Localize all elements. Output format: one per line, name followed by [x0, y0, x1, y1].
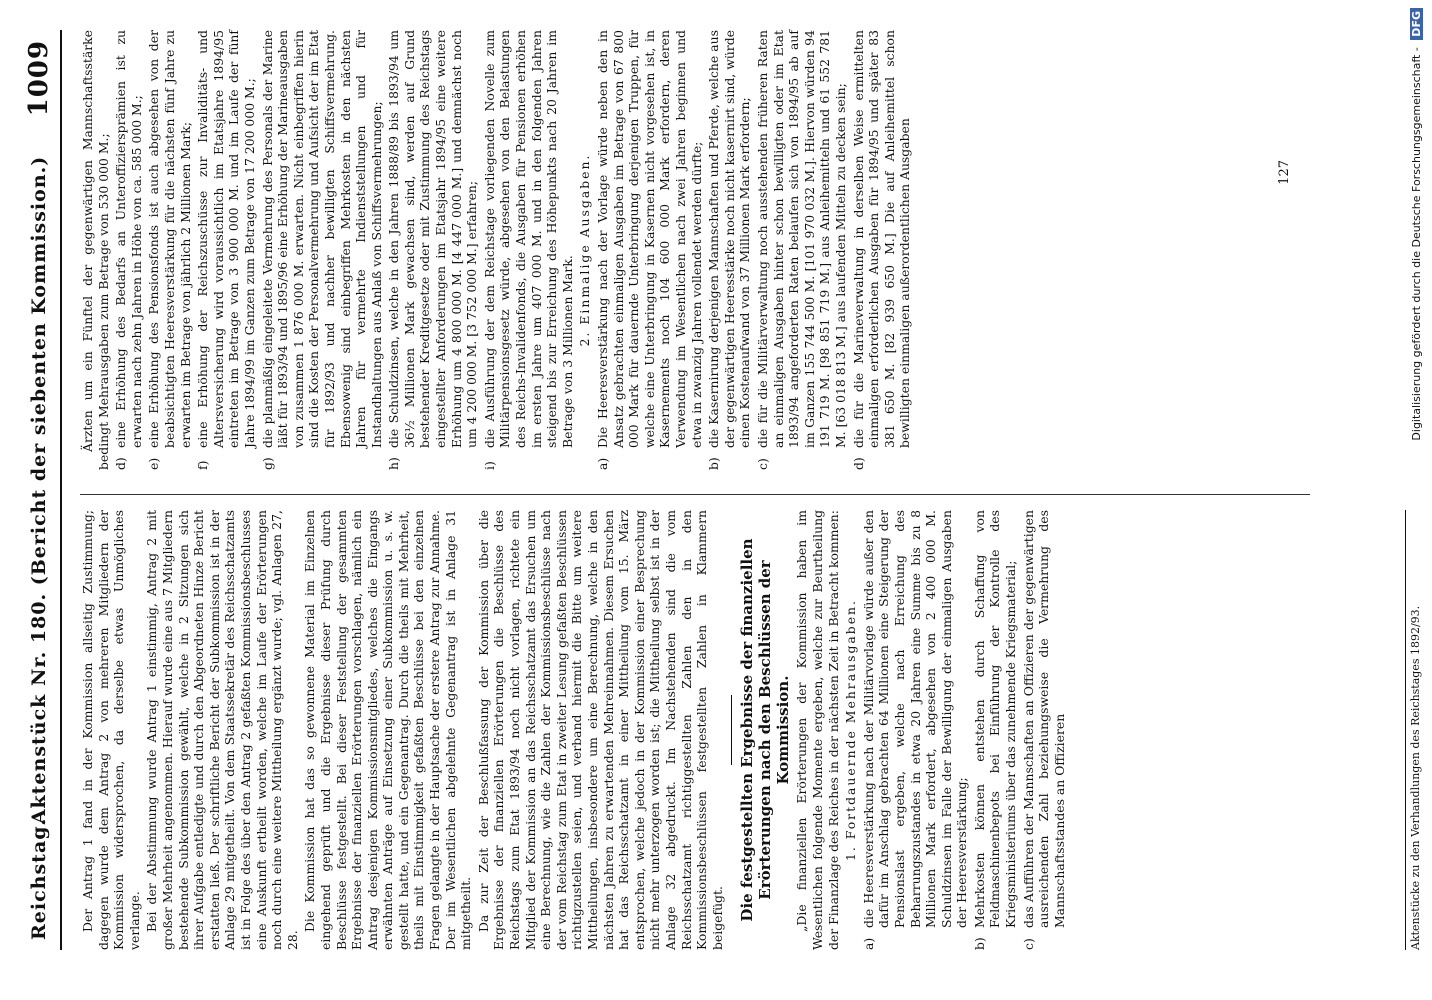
- item-label: d): [850, 457, 866, 470]
- header-center: [28, 30, 50, 950]
- item-text: Die Heeresverstärkung nach der Vorlage würde neben den in Ansatz gebrachten einmaligen Ausgaben im Betrage von 67 800 000 Mark für dauernde Unterbringung derjenigen Truppen, für welche eine Unterbringung in Kasernen nicht vorgesehen ist, in Kasernements noch 104 600 000 Mark erfordern, deren Verwendung im Wesentlichen nach zwei Jahren beginnen und etwa in zwanzig Jahren vollendet werden dürfte;: [595, 30, 704, 448]
- item-label: f): [195, 460, 211, 470]
- left-column: [80, 510, 1069, 950]
- list-item: [1021, 510, 1068, 950]
- header-center-suffix: (Bericht der siebenten Kommission.): [28, 155, 50, 586]
- list-item: [195, 30, 257, 470]
- header-left: Reichstag.: [28, 817, 50, 940]
- page-header: [20, 30, 62, 950]
- paragraph: Da zur Zeit der Beschlußfassung der Kommission über die Ergebnisse der finanziellen Erörterungen die Beschlüsse des Reichstags zum Etat 1893/94 noch nicht vorlagen, richtete ein Mitglied der Kommission an das Reichsschatzamt das Ersuchen um eine Berechnung, wie die Zahlen der Kommissionsbeschlüsse nach der vom Reichstag zum Etat in zweiter Lesung gefaßten Beschlüssen richtigzustellen seien, und verband hiermit die Bitte um weitere Mittheilungen, insbesondere um eine Berechnung, welche in den nächsten Jahren zu erwartenden Mehreinnahmen. Diesem Ersuchen hat das Reichsschatzamt in einer Mittheilung vom 15. März entsprochen, welche jedoch in der Kommission einer Besprechung nicht mehr unterzogen worden ist; die Mittheilung selbst ist in der Anlage 32 abgedruckt. Im Nachstehenden sind die vom Reichsschatzamt richtiggestellten Zahlen den in den Kommissionsbeschlüssen festgestellten Zahlen in Klammern beigefügt.: [475, 510, 725, 950]
- list-item: [146, 30, 193, 470]
- list-item: [851, 30, 913, 470]
- item-label: b): [706, 457, 722, 470]
- item-text: eine Erhöhung des Bedarfs an Unteroffiziersprämien ist zu erwarten nach zehn Jahren in Höhe von ca. 585 000 M.;: [113, 30, 144, 448]
- list-item: [972, 510, 1019, 950]
- item-label: d): [113, 457, 129, 470]
- item-text: die planmäßig eingeleitete Vermehrung des Personals der Marine läßt für 1893/94 und 1895/96 eine Erhöhung der Marineausgaben von zusammen 1 876 000 M. erwarten. Nicht einbegriffen hierin sind die Kosten der Personalvermehrung und Aufsicht der im Etat für 1892/93 und nachher bewilligten Schiffsvermehrung. Ebensowenig sind einbegriffen Mehrkosten in den nächsten Jahren für vermehrte Indienststellungen und für Instandhaltungen aus Anlaß von Schiffsvermehrungen;: [259, 30, 384, 448]
- list-item: [482, 30, 576, 470]
- section-intro: „Die finanziellen Erörterungen der Kommission haben im Wesentlichen folgende Momente ergeben, welche zur Beurtheilung der Finanzlage des Reiches in der nächsten Zeit in Betracht kommen:: [794, 510, 841, 950]
- item-label: c): [754, 458, 770, 470]
- dfg-logo: DFG: [1410, 8, 1423, 40]
- item-label: e): [146, 457, 162, 470]
- header-center-title: Aktenstück Nr. 180.: [28, 592, 50, 825]
- column-rule: [80, 494, 1310, 495]
- page-number: 1009: [24, 40, 54, 117]
- right-column: [80, 30, 915, 470]
- dfg-watermark: [1410, 0, 1423, 1000]
- subsection-title: 2. Einmalige Ausgaben.: [577, 153, 593, 347]
- list-item: [861, 510, 970, 950]
- item-text: die Heeresverstärkung nach der Militärvorlage würde außer den dafür im Anschlag gebrachten 64 Millionen eine Steigerung der Pensionslast ergeben, welche nach Erreichung des Beharrungszustandes in etwa 20 Jahren eine Summe bis zu 8 Millionen Mark erfordert, abgesehen von 2 400 000 M. Schuldzinsen im Falle der Bewilligung der einmaligen Ausgaben der Heeresverstärkung;: [860, 510, 970, 928]
- item-text: die Schuldzinsen, welche in den Jahren 1888/89 bis 1893/94 um 36½ Millionen Mark gewachsen sind, werden auf Grund bestehender Kreditgesetze oder mit Zustimmung des Reichstags eingestellter Anforderungen im Etatsjahr 1894/95 eine weitere Erhöhung um 4 800 000 M. [4 447 000 M.] und demnächst noch um 4 200 000 M. [3 752 000 M.] erfahren;: [386, 30, 480, 448]
- item-label: c): [1020, 938, 1036, 950]
- subsection-title: 1. Fortdauernde Mehrausgaben.: [843, 599, 859, 861]
- item-label: b): [971, 937, 987, 950]
- item-text: eine Erhöhung der Reichszuschüsse zur Invaliditäts- und Altersversicherung wird voraussichtlich im Etatsjahre 1894/95 eintreten im Betrage von 3 900 000 M. und im Laufe der fünf Jahre 1894/99 im Ganzen zum Betrage von 17 200 000 M.;: [195, 30, 257, 448]
- item-text: Mehrkosten können entstehen durch Schaffung von Feldmaschinenbepots bei Einführung der Kontrolle des Kriegsministeriums über das zunehmende Kriegsmaterial;: [971, 510, 1019, 928]
- item-label: g): [259, 457, 275, 470]
- item-text: eine Erhöhung des Pensionsfonds ist auch abgesehen von der beabsichtigten Heeresverstärkung für die nächsten fünf Jahre zu erwarten im Betrage von jährlich 2 Millionen Mark;: [146, 30, 193, 448]
- watermark-text: Digitalisierung gefördert durch die Deutsche Forschungsgemeinschaft -: [1410, 47, 1423, 441]
- list-item: [260, 30, 385, 470]
- list-item: [113, 30, 144, 470]
- item-label: i): [481, 461, 497, 470]
- item-text: die für die Marineverwaltung in derselben Weise ermittelten einmaligen erforderlichen Ausgaben für 1894/95 und später 83 381 650 M. [82 939 650 M.] Die auf Anleihemittel schon bewilligten einmaligen außerordentlichen Ausgaben: [850, 30, 913, 448]
- paragraph: Die Kommission hat das so gewonnene Material im Einzelnen eingehend geprüft und die Ergebnisse dieser Prüfung durch Beschlüsse festgestellt. Bei dieser Feststellung der gesammten Ergebnisse der finanziellen Erörterungen vorschlagen, nämlich ein Antrag desjenigen Kommissionsmitgliedes, welches die Eingangs erwähnten Anträge auf Einsetzung einer Subkommission u. s. w. gestellt hatte, und ein Gegenantrag. Durch die theils mit Mehrheit, theils mit Einstimmigkeit gefaßten Beschlüsse bei den einzelnen Fragen gelangte in der Hauptsache der erstere Antrag zur Annahme. Der im Wesentlichen abgelehnte Gegenantrag ist in Anlage 31 mitgetheilt.: [302, 510, 474, 950]
- item-text: die Ausführung der dem Reichstage vorliegenden Novelle zum Militärpensionsgesetz würde, abgesehen von den Belastungen des Reichs-Invalidenfonds, die Ausgaben für Pensionen erhöhen im ersten Jahre um 407 000 M. und in den folgenden Jahren steigend bis zur Erreichung des Höhepunkts nach 20 Jahren im Betrage von 3 Millionen Mark.: [481, 30, 575, 448]
- footnote: Aktenstücke zu den Verhandlungen des Reichstages 1892/93.: [1405, 510, 1422, 950]
- section-title: Die festgestellten Ergebnisse der finanziellen Erörterungen nach den Beschlüssen der Kommission.: [738, 538, 793, 922]
- paragraph: Der Antrag 1 fand in der Kommission allseitig Zustimmung; dagegen wurde dem Antrag 2 von mehreren Mitgliedern der Kommission widersprochen, da derselbe etwas Unmögliches verlange.: [80, 510, 142, 950]
- divider: [731, 695, 732, 765]
- item-text: die für die Militärverwaltung noch ausstehenden früheren Raten an einmaligen Ausgaben hinter schon bewilligten oder im Etat 1893/94 angeforderten Raten belaufen sich von 1894/95 ab auf im Ganzen 155 744 500 M. [101 970 032 M.]. Hiervon würden 94 191 719 M. [98 851 719 M.] aus Anleihemitteln und 61 552 781 M. [63 018 813 M.] aus laufenden Mitteln zu decken sein;: [754, 30, 848, 448]
- item-label: a): [860, 937, 876, 950]
- item-text: die Kasernirung derjenigen Mannschaften und Pferde, welche aus der gegenwärtigen Heeresstärke noch nicht kasernirt sind, würde einen Kostenaufwand von 37 Millionen Mark erfordern;: [706, 30, 753, 448]
- list-item: [706, 30, 753, 470]
- list-item: [755, 30, 849, 470]
- item-label: h): [386, 457, 402, 470]
- page-marker: 127: [1277, 160, 1292, 185]
- list-item: [595, 30, 704, 470]
- paragraph: Ärzten um ein Fünftel der gegenwärtigen Mannschaftsstärke bedingt Mehrausgaben zum Betrage von 530 000 M.;: [80, 30, 111, 470]
- list-item: [386, 30, 480, 470]
- item-text: das Aufführen der Mannschaften an Offizieren der gegenwärtigen ausreichenden Zahl beziehungsweise die Vermehrung des Mannschaftsstandes an Offizieren: [1020, 510, 1067, 928]
- item-label: a): [595, 457, 610, 470]
- paragraph: Bei der Abstimmung wurde Antrag 1 einstimmig, Antrag 2 mit großer Mehrheit angenommen. Hierauf wurde eine aus 7 Mitgliedern bestehende Subkommission gewählt, welche in 2 Sitzungen sich ihrer Aufgabe entledigte und durch den Abgeordneten Hinze Bericht erstatten ließ. Der schriftliche Bericht der Subkommission ist in der Anlage 29 mitgetheilt. Von dem Staatssekretär des Reichsschatzamts ist in Folge des über den Antrag 2 gefaßten Kommissionsbeschlusses eine Auskunft ertheilt worden, welche im Laufe der Erörterungen noch durch eine weitere Mittheilung ergänzt wurde; vgl. Anlagen 27, 28.: [144, 510, 300, 950]
